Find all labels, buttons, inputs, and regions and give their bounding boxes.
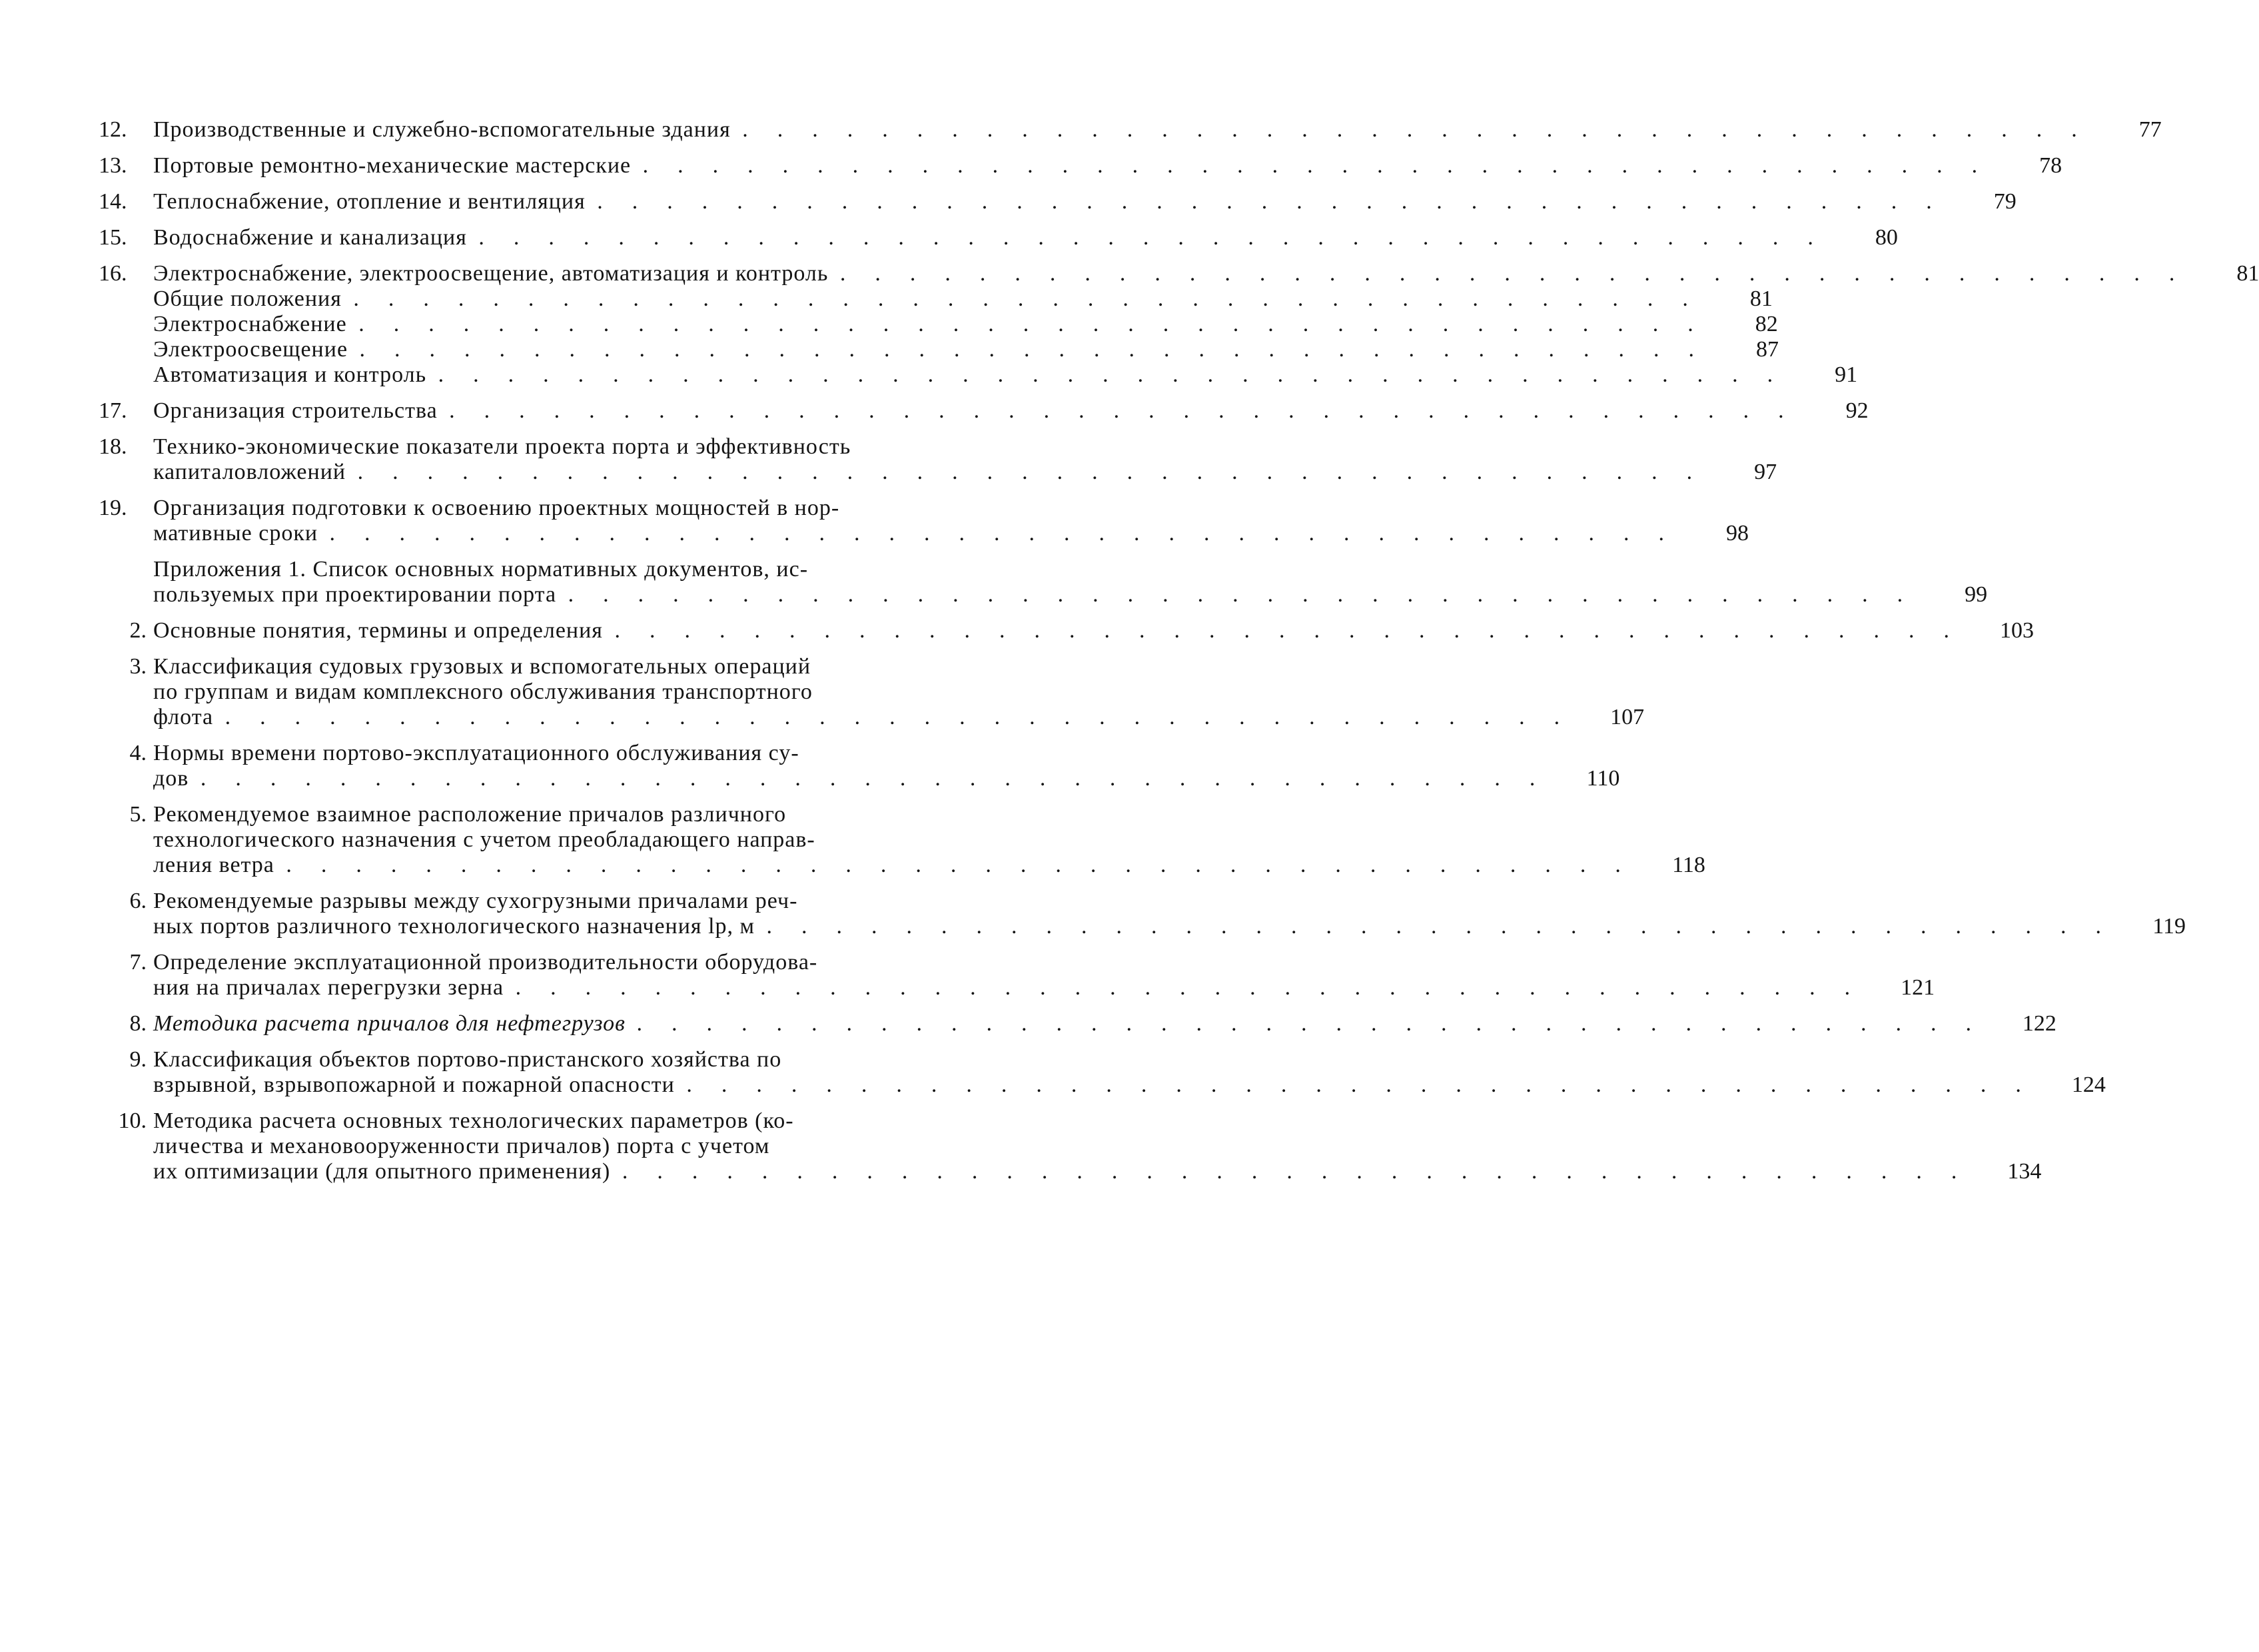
appendix-number: 5. [129, 802, 147, 827]
table-of-contents [99, 117, 2259, 1184]
entry-title: Водоснабжение и канализация . . [153, 225, 1819, 250]
appendix-page: 99 [1965, 582, 1988, 607]
entry-page: 98 [1726, 521, 1749, 546]
appendix-first-line [99, 741, 999, 766]
entry-number: 14. [99, 189, 127, 214]
appendix-title-line: Приложения 1. Список основных нормативных документов, ис- [153, 557, 809, 582]
subentry-page: 82 [1755, 312, 1778, 336]
appendix-title-line: технологического назначения с учетом преобладающего направ- [153, 827, 815, 852]
appendix-mid-line [99, 827, 999, 853]
appendix-title: Основные понятия, термины и определения . . [153, 618, 1955, 643]
subentry-title: Общие положения . . [153, 286, 1694, 312]
appendix-last-line [99, 914, 2186, 939]
entry-number: 16. [99, 261, 127, 286]
appendix-number: 3. [129, 654, 147, 679]
appendix-page: 134 [2007, 1159, 2042, 1184]
entry-number: 18. [99, 434, 127, 459]
appendix-first-line [99, 1047, 999, 1072]
appendix-title-line: Нормы времени портово-эксплуатационного обслуживания су- [153, 741, 799, 765]
appendix-first-line [99, 1108, 999, 1134]
appendix-first-line [99, 889, 999, 914]
entry-page: 97 [1754, 460, 1777, 484]
toc-entry [99, 398, 1869, 424]
appendix-title-line: ния на причалах перегрузки зерна . . [153, 975, 1856, 1001]
appendix-title-line: Рекомендуемые разрывы между сухогрузными причалами реч- [153, 889, 798, 913]
appendix-title-line: личества и механовооруженности причалов) порта с учетом [153, 1134, 770, 1158]
toc-entry-last-line [99, 521, 1749, 546]
entry-page: 77 [2138, 117, 2162, 142]
appendix-mid-line [99, 1134, 999, 1159]
entry-number: 19. [99, 496, 127, 520]
toc-entry [99, 225, 1898, 250]
appendix-title: Методика расчета причалов для нефтегрузов . . [153, 1011, 1978, 1036]
appendix-number: 8. [129, 1011, 147, 1036]
appendix-title-line: Определение эксплуатационной производительности оборудова- [153, 950, 818, 975]
appendix-entry [99, 618, 2034, 643]
appendix-title-line: по группам и видам комплексного обслуживания транспортного [153, 679, 813, 704]
appendix-title-line: ных портов различного технологического назначения lр, м . . [153, 914, 2107, 939]
appendix-last-line [99, 1159, 2042, 1184]
appendix-first-line [99, 654, 999, 679]
entry-title: Электроснабжение, электроосвещение, автоматизация и контроль . . [153, 261, 2180, 286]
appendix-page: 103 [1999, 618, 2034, 643]
entry-title: Организация строительства . . [153, 398, 1790, 424]
toc-entry-last-line [99, 460, 1777, 485]
appendix-number: 6. [129, 889, 147, 913]
entry-title: Портовые ремонтно-механические мастерские . . [153, 153, 1983, 179]
appendix-title-line: их оптимизации (для опытного применения) . . [153, 1159, 1963, 1184]
toc-entry [99, 261, 2259, 286]
appendix-first-line [99, 557, 999, 582]
entry-number: 13. [99, 153, 127, 178]
toc-entry-first-line [99, 496, 999, 521]
subentry-page: 91 [1835, 362, 1858, 387]
entry-number: 17. [99, 398, 127, 423]
appendix-first-line [99, 950, 999, 975]
entry-page: 79 [1993, 189, 2017, 214]
appendix-page: 122 [2022, 1011, 2056, 1036]
appendix-page: 124 [2071, 1072, 2106, 1097]
appendix-page: 110 [1586, 766, 1620, 791]
appendix-last-line [99, 975, 1935, 1001]
toc-subentry [99, 286, 1773, 312]
subentry-page: 81 [1749, 286, 1773, 311]
entry-title-line: капиталовложений . . [153, 460, 1698, 485]
entry-page: 80 [1875, 225, 1898, 250]
appendix-title-line: Классификация объектов портово-пристанского хозяйства по [153, 1047, 782, 1072]
appendix-last-line [99, 705, 1645, 730]
toc-subentry [99, 337, 1779, 362]
appendix-page: 118 [1672, 853, 1705, 877]
appendix-page: 107 [1610, 705, 1645, 729]
toc-entry [99, 189, 2017, 214]
appendix-last-line [99, 853, 1705, 878]
entry-title: Производственные и служебно-вспомогательные здания . . [153, 117, 2083, 143]
appendix-last-line [99, 582, 1988, 608]
appendix-last-line [99, 766, 1620, 791]
entry-title: Теплоснабжение, отопление и вентиляция . . [153, 189, 1938, 214]
entry-number: 12. [99, 117, 127, 142]
appendix-page: 119 [2152, 914, 2186, 939]
toc-subentry [99, 362, 1858, 388]
subentry-title: Автоматизация и контроль . . [153, 362, 1779, 388]
appendix-number: 7. [129, 950, 147, 975]
appendix-entry [99, 1011, 2056, 1036]
appendix-title-line: пользуемых при проектировании порта . . [153, 582, 1909, 608]
appendix-page: 121 [1901, 975, 1935, 1000]
subentry-page: 87 [1756, 337, 1779, 362]
appendix-title-line: Классификация судовых грузовых и вспомогательных операций [153, 654, 811, 679]
entry-page: 78 [2039, 153, 2062, 178]
entry-page: 81 [2236, 261, 2259, 286]
entry-title-line: Организация подготовки к освоению проектных мощностей в нор- [153, 496, 840, 520]
appendix-number: 4. [129, 741, 147, 765]
appendix-title-line: Методика расчета основных технологических параметров (ко- [153, 1108, 794, 1133]
subentry-title: Электроснабжение . . [153, 312, 1699, 337]
appendix-number: 9. [129, 1047, 147, 1072]
entry-title-line: Технико-экономические показатели проекта порта и эффективность [153, 434, 851, 459]
appendix-number: 2. [129, 618, 147, 643]
appendix-title-line: дов . . [153, 766, 1541, 791]
appendix-title-line: Рекомендуемое взаимное расположение причалов различного [153, 802, 787, 827]
appendix-title-line: взрывной, взрывопожарной и пожарной опасности . . [153, 1072, 2027, 1098]
appendix-last-line [99, 1072, 2106, 1098]
appendix-mid-line [99, 679, 999, 705]
toc-entry-first-line [99, 434, 999, 460]
appendix-number: 10. [118, 1108, 147, 1133]
entry-title-line: мативные сроки . . [153, 521, 1670, 546]
toc-subentry [99, 312, 1778, 337]
toc-entry [99, 153, 2062, 179]
entry-number: 15. [99, 225, 127, 250]
subentry-title: Электроосвещение . . [153, 337, 1700, 362]
appendix-title-line: ления ветра . . [153, 853, 1627, 878]
appendix-first-line [99, 802, 999, 827]
entry-page: 92 [1845, 398, 1869, 423]
toc-entry [99, 117, 2162, 143]
appendix-title-line: флота . . [153, 705, 1566, 730]
